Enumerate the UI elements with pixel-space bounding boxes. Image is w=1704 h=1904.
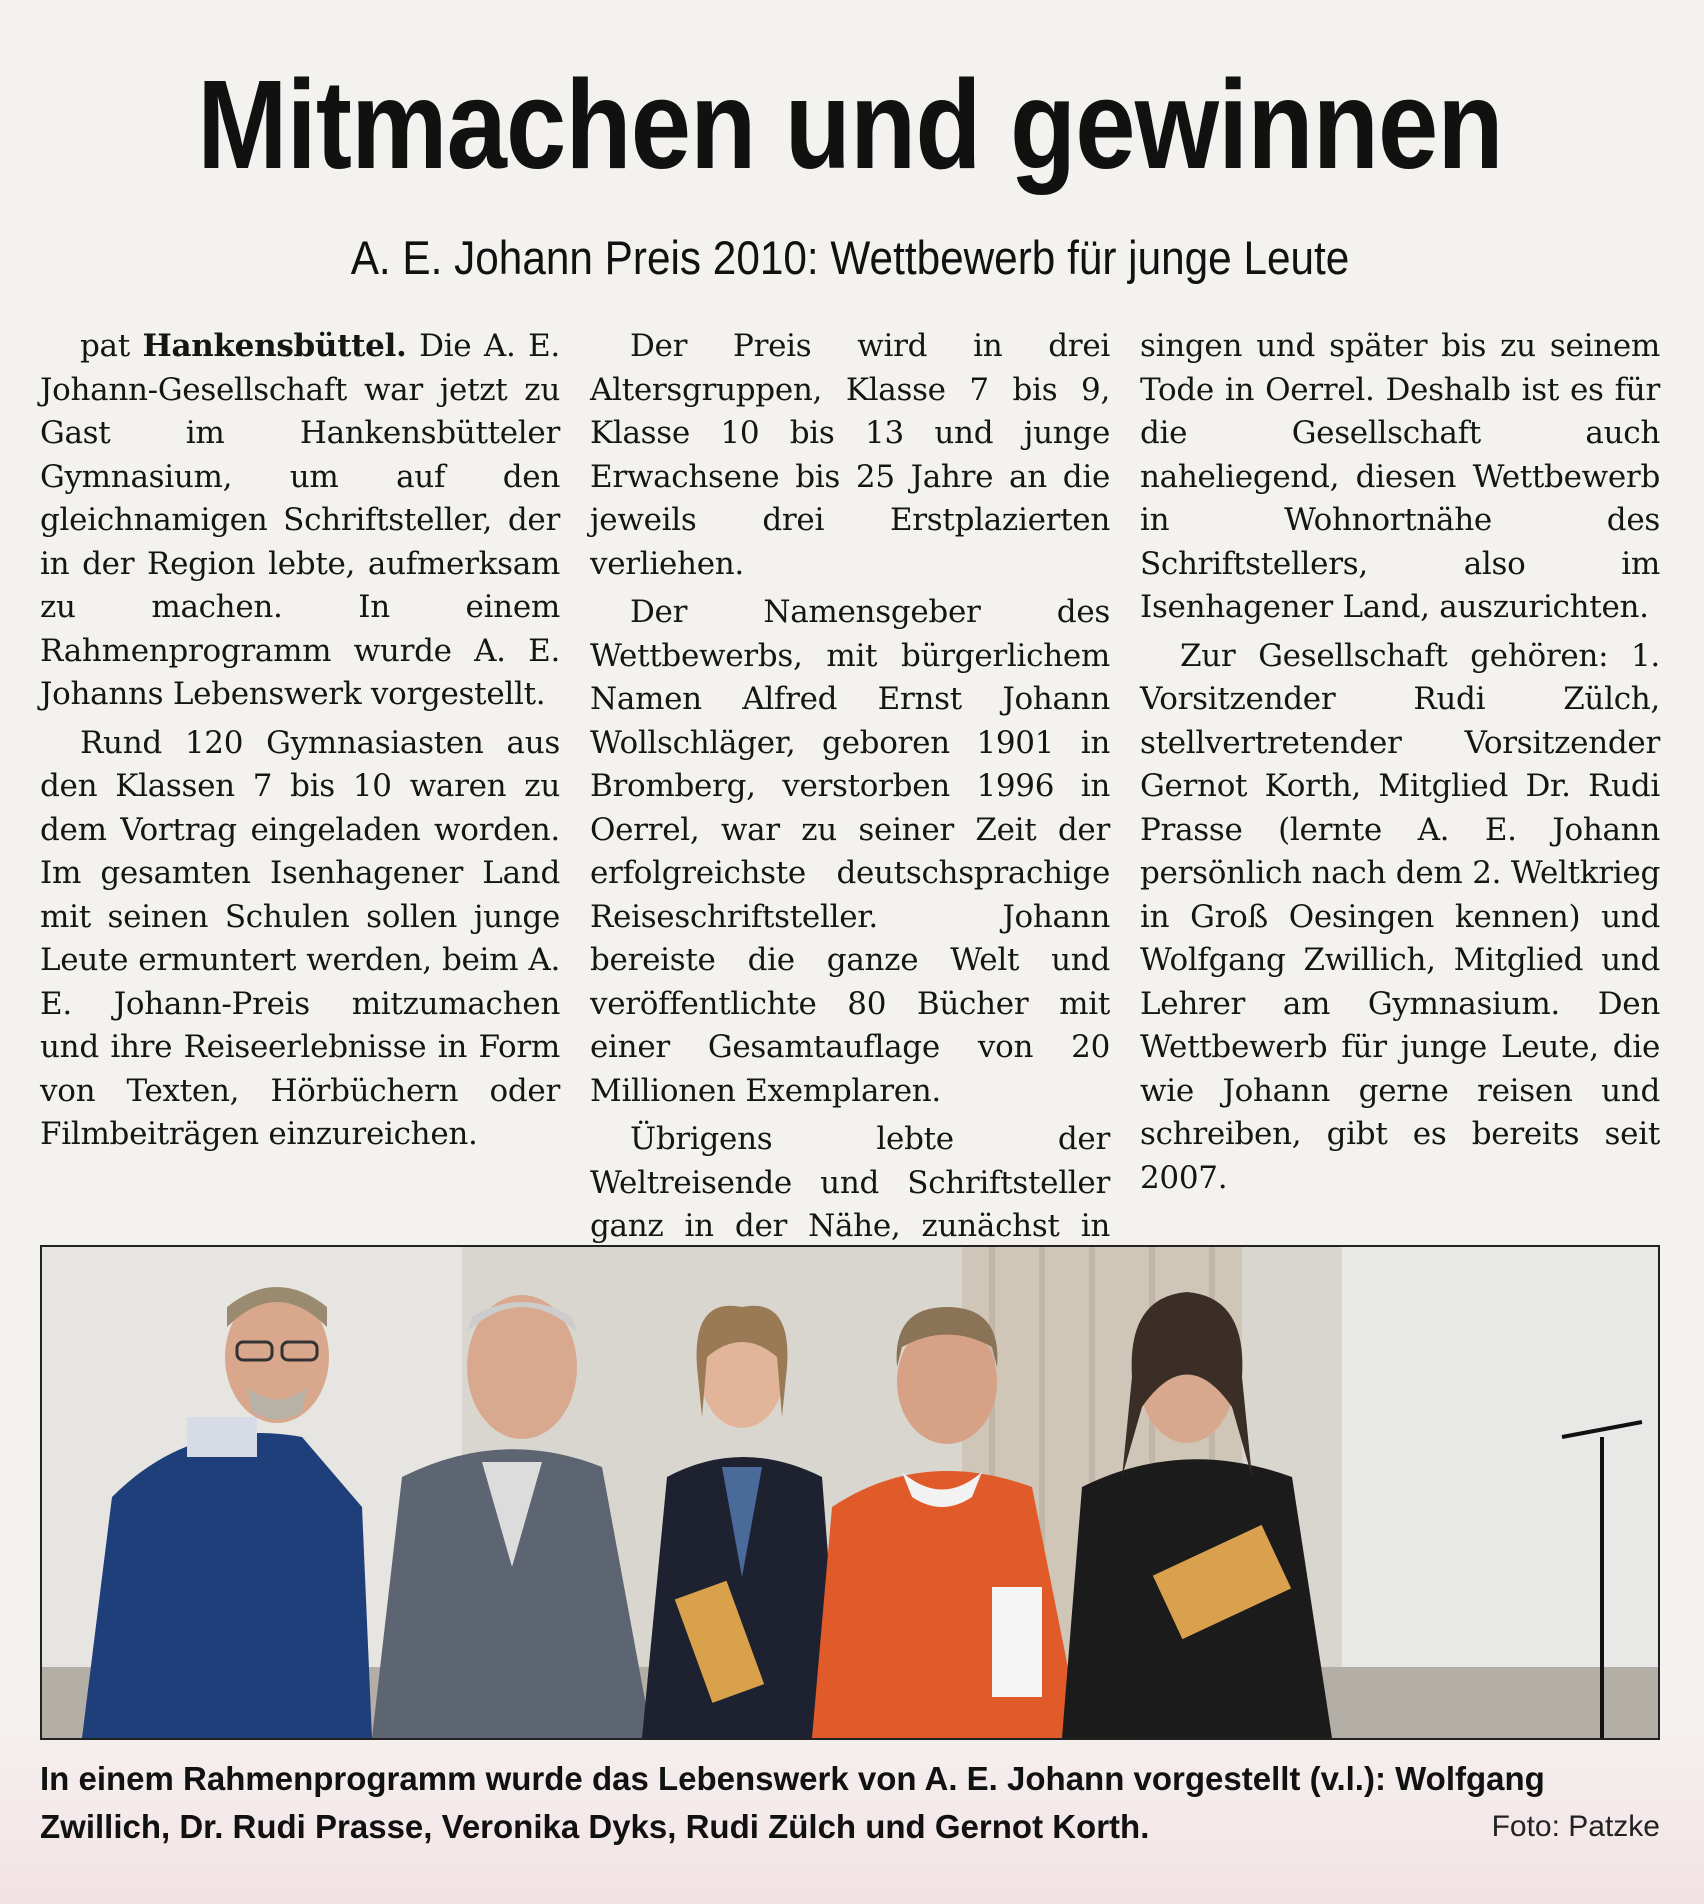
paragraph: Der Preis wird in drei Altersgruppen, Klasse 7 bis 9, Klasse 10 bis 13 und junge Erwachsene bis 25 Jahre an die jeweils drei Erstplazierten verliehen. — [590, 328, 1110, 582]
author-initials: pat — [80, 328, 130, 364]
subheadline: A. E. Johann Preis 2010: Wettbewerb für junge Leute — [350, 231, 1350, 284]
paragraph: Übrigens lebte der Weltreisende und Schriftsteller ganz in der Nähe, zunächst in — [590, 1121, 1110, 1244]
column-3 — [1140, 325, 1660, 1200]
photo-credit: Foto: Patzke — [1491, 1810, 1660, 1843]
photo-caption — [40, 1755, 1660, 1851]
newspaper-article — [40, 30, 1660, 1880]
headline: Mitmachen und gewinnen — [197, 54, 1503, 195]
paragraph-text: Die A. E. Johann-Gesellschaft war jetzt zu Gast im Hankensbütteler Gymnasium, um auf den gleichnamigen Schriftsteller, der in der Region lebte, aufmerksam zu machen. In einem Rahmenprogramm wurde A. E. Johanns Lebenswerk vorgestellt. — [40, 328, 560, 712]
paragraph: Zur Gesellschaft gehören: 1. Vorsitzender Rudi Zülch, stellvertretender Vorsitzender Gernot Korth, Mitglied Dr. Rudi Prasse (lernte A. E. Johann persönlich nach dem 2. Weltkrieg in Groß Oesingen kennen) und Wolfgang Zwillich, Mitglied und Lehrer am Gymnasium. Den Wettbewerb für junge Leute, die wie Johann gerne reisen und schreiben, gibt es bereits seit 2007. — [1140, 637, 1660, 1196]
group-photo — [40, 1245, 1660, 1740]
dateline: Hankensbüttel. — [142, 328, 407, 364]
caption-text: In einem Rahmenprogramm wurde das Lebenswerk von A. E. Johann vorgestellt (v.l.): Wolfgang Zwillich, Dr. Rudi Prasse, Veronika Dyks, Rudi Zülch und Gernot Korth. — [40, 1760, 1545, 1845]
column-2 — [590, 325, 1110, 1292]
paragraph: Rund 120 Gymnasiasten aus den Klassen 7 bis 10 waren zu dem Vortrag eingeladen worden. Im gesamten Isenhagener Land mit seinen Schulen sollen junge Leute ermuntert werden, beim A. E. Johann-Preis mitzumachen und ihre Reiseerlebnisse in Form von Texten, Hörbüchern oder Filmbeiträgen einzureichen. — [40, 724, 560, 1152]
article-body — [40, 325, 1660, 1244]
paragraph — [40, 325, 560, 717]
paragraph: Der Namensgeber des Wettbewerbs, mit bürgerlichem Namen Alfred Ernst Johann Wollschläger, geboren 1901 in Bromberg, verstorben 1996 in Oerrel, war zu seiner Zeit der erfolgreichste deutschsprachige Reiseschriftsteller. Johann bereiste die ganze Welt und veröffentlichte 80 Bücher mit einer Gesamtauflage von 20 Millionen Exemplaren. — [590, 594, 1110, 1109]
paragraph: singen und später bis zu seinem Tode in Oerrel. Deshalb ist es für die Gesellschaft auch naheliegend, diesen Wettbewerb in Wohnortnähe des Schriftstellers, also im Isenhagener Land, auszurichten. — [1140, 328, 1660, 625]
column-1 — [40, 325, 560, 1157]
